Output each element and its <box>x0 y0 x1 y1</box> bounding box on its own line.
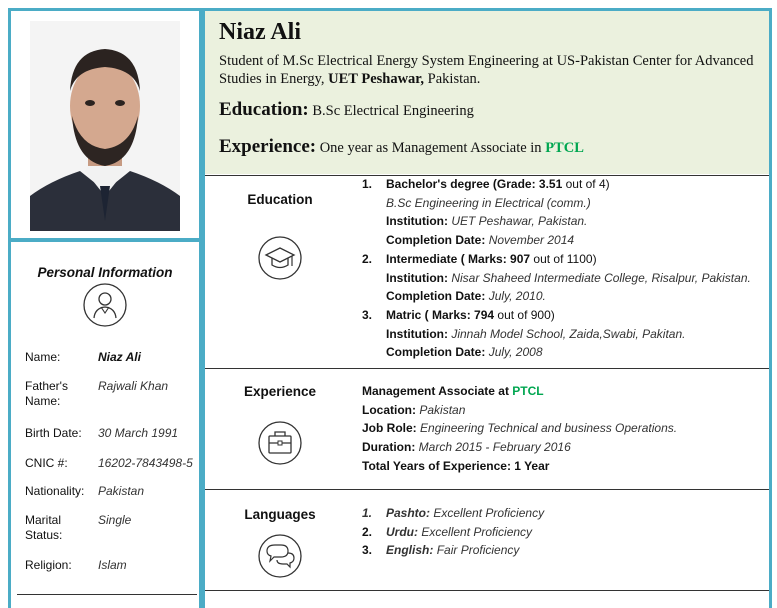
education-date: Completion Date: July, 2010. <box>386 289 546 304</box>
education-institution: Institution: UET Peshawar, Pakistan. <box>386 214 588 229</box>
languages-title: Languages <box>244 507 316 522</box>
profile-photo <box>11 11 199 240</box>
education-date: Completion Date: July, 2008 <box>386 345 543 360</box>
graduation-cap-icon <box>257 235 303 281</box>
experience-content <box>362 382 762 482</box>
experience-location: Location: Pakistan <box>362 402 466 417</box>
divider-languages <box>205 590 769 591</box>
divider-education <box>205 368 769 369</box>
experience-total: Total Years of Experience: 1 Year <box>362 458 550 473</box>
speech-bubbles-icon <box>257 533 303 579</box>
experience-title: Experience <box>243 384 317 399</box>
experience-duration: Duration: March 2015 - February 2016 <box>362 440 571 455</box>
personal-info-panel: Personal Information Name: Niaz Ali Father's Name: Rajwali Khan Birth Date: 30 March 1991 CNIC #: 16202-7843498-5 Nationality: Pakistan Marital Status: Single Religion: Islam <box>11 242 199 602</box>
experience-jobrole: Job Role: Engineering Technical and business Operations. <box>362 421 678 436</box>
header-summary <box>205 11 769 174</box>
education-sub: B.Sc Engineering in Electrical (comm.) <box>386 195 591 210</box>
personal-info-title: Personal Information <box>37 265 173 280</box>
header-description: Student of M.Sc Electrical Energy System Engineering at US-Pakistan Center for Advanced Studies in Energy, UET Peshawar, Pakistan. <box>219 53 754 87</box>
education-title: Education <box>247 192 313 207</box>
page-title: Niaz Ali <box>219 19 301 45</box>
experience-role: Management Associate at PTCL <box>362 384 544 398</box>
header-education: Education: B.Sc Electrical Engineering <box>219 99 474 120</box>
education-institution: Institution: Nisar Shaheed Intermediate College, Risalpur, Pakistan. <box>386 270 751 285</box>
education-date: Completion Date: November 2014 <box>386 233 575 248</box>
header-experience: Experience: One year as Management Associate in PTCL <box>219 136 584 157</box>
education-institution: Institution: Jinnah Model School, Zaida,Swabi, Pakitan. <box>386 326 686 341</box>
languages-content: 1. Pashto: Excellent Proficiency 2. Urdu: Excellent Proficiency 3. English: Fair Proficiency <box>362 506 545 558</box>
divider-experience <box>205 489 769 490</box>
education-content: 1. Bachelor's degree (Grade: 3.51 out of 4) B.Sc Engineering in Electrical (comm.) Institution: UET Peshawar, Pakistan. Completion Date: November 2014 2. Intermediate ( Marks: 907 out of 1100) Institution: Nisar Shaheed Intermediate College, Risalpur, Pakistan. Completion Date: July, 2010. 3. Matric ( Marks: 794 out of 900) Institution: Jinnah Model School, Zaida,Swabi, Pakitan. Completion Date: July, 2008 <box>362 175 762 365</box>
personal-info-bottom-line <box>17 594 197 595</box>
person-photo-icon <box>30 21 180 231</box>
person-icon <box>82 282 128 328</box>
briefcase-icon <box>257 420 303 466</box>
